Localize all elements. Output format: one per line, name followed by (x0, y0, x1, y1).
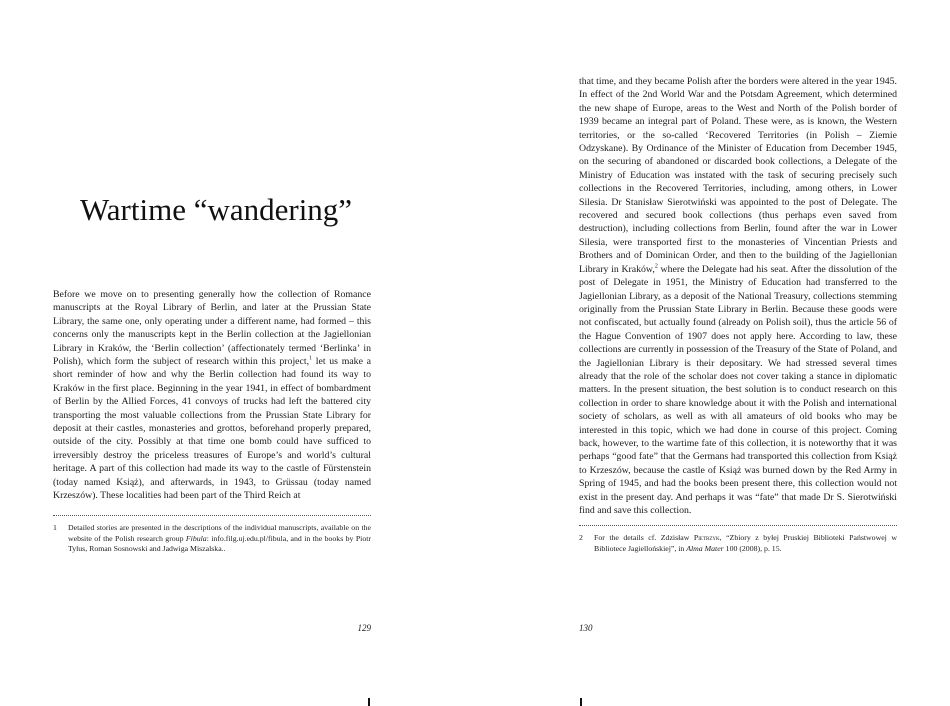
footnote-italic-title: Alma Mater (686, 543, 724, 553)
footnote-number: 2 (579, 533, 583, 542)
footnote-separator (53, 515, 371, 516)
page-number: 129 (357, 623, 371, 633)
right-body-text (579, 75, 897, 517)
crop-mark (580, 698, 582, 706)
right-body-after-ref: where the Delegate had his seat. After the dissolution of the post of Delegate in 1951, the Ministry of Education had transferred to the Jagiellonian Library, as a deposit of the National Treasury, collections stemming originally from the Prussian State Library in Berlin. Because these goods were not confiscated, but actually found (already on Polish soil), thus the article 56 of the Hague Convention of 1907 does not apply here. According to law, these collections are currently in possession of the Treasury of the State of Poland, and the Jagiellonian Library is their depositary. We had stressed several times already that the role of the scholar does not cover taking a stance in diplomatic matters. In the present situation, the best solution is to conduct research on this collection in order to share knowledge about it with the Polish and international society of scholars, as well as with all amateurs of old books who may be interested in this topic, which we had done in course of this project. Coming back, however, to the wartime fate of this collection, it is noteworthy that it was perhaps “good fate” that the Germans had transported this collection from Książ to Krzeszów, because the castle of Książ was burned down by the Red Army in Spring of 1945, and had the books been present there, this collection would not exist in the present day. And perhaps it was “fate” that made Dr S. Sierotwiński find and save this collection. (579, 263, 897, 516)
footnote-text (68, 523, 371, 555)
footnote-1 (53, 523, 371, 555)
footnote-2 (579, 533, 897, 554)
page-number: 130 (579, 623, 593, 633)
right-body-before-ref: that time, and they became Polish after the borders were altered in the year 1945. In effect of the 2nd World War and the Potsdam Agreement, which determined the new shape of Europe, areas to the West and North of the Polish border of 1939 became an integral part of Poland. These were, as is known, the Western territories, or the so-called ‘Recovered Territories (in Polish – Ziemie Odzyskane). By Ordinance of the Minister of Education from December 1945, on the securing of abandoned or discarded book collections, a Delegate of the Ministry of Education was instated with the task of securing precisely such collections in the Recovered Territories, including, among others, in Lower Silesia. Dr Stanisław Sierotwiński was appointed to the post of Delegate. The recovered and secured book collections (thus perhaps even saved from destruction), including collections from Berlin, found after the war in Lower Silesia, were transported first to the monasteries of Vincentian Priests and Brothers and of Dominican Order, and then to the building of the Jagiellonian Library in Kraków, (579, 76, 897, 275)
left-body-before-ref: Before we move on to presenting generally how the collection of Romance manuscripts at the Royal Library of Berlin, and later at the Prussian State Library, the same one, only operating under a different name, had formed – this concerns only the manuscripts kept in the Berlin collection at the Jagiellonian Library in Kraków, the ‘Berlin collection’ (affectionately termed ‘Berlinka’ in Polish), which form the subject of research within this project, (53, 289, 371, 368)
footnote-author-smallcaps: Pietrzyk (693, 533, 720, 542)
crop-mark (368, 698, 370, 706)
left-page (53, 0, 373, 706)
footnote-ref-1[interactable]: 1 (309, 355, 313, 362)
footnote-ref-2[interactable]: 2 (654, 263, 658, 270)
footnote-text-part: : info.filg.uj.edu.pl/fibula, and in the books by Piotr Tylus, Roman Sosnowski and Jadwiga Miszalska.. (68, 533, 371, 553)
footnote-number: 1 (53, 523, 57, 532)
left-body-text (53, 288, 371, 503)
chapter-title: Wartime “wandering” (80, 192, 353, 227)
footnote-text-part: 100 (2008), p. 15. (723, 543, 782, 553)
footnote-text-part: Detailed stories are presented in the descriptions of the individual manuscripts, available on the website of the Polish research group (68, 523, 371, 543)
footnote-italic-title: Fibula (185, 533, 207, 543)
footnote-separator (579, 525, 897, 526)
right-page (579, 0, 899, 706)
left-body-after-ref: let us make a short reminder of how and why the Berlin collection had found its way to Kraków in the first place. Beginning in the year 1941, in effect of bombardment of Berlin by the Allied Forces, 41 convoys of trucks had left the battered city transporting the most valuable collections from the Prussian State Library for deposit at their castles, monasteries and grottos, beforehand properly prepared, outside of the city. Possibly at that time one bomb could have sufficed to irreversibly destroy the priceless treasures of Europe’s and world’s cultural heritage. A part of this collection had made its way to the castle of Fürstenstein (today named Książ), and afterwards, in 1943, to Grüssau (today named Krzeszów). These localities had been part of the Third Reich at (53, 356, 371, 502)
footnote-text-part: For the details cf. Zdzisław (594, 533, 694, 542)
footnote-text-part: , “Zbiory z byłej Pruskiej Biblioteki Państwowej w Bibliotece Jagiellońskiej”, in (594, 533, 897, 553)
footnote-text (594, 533, 897, 554)
